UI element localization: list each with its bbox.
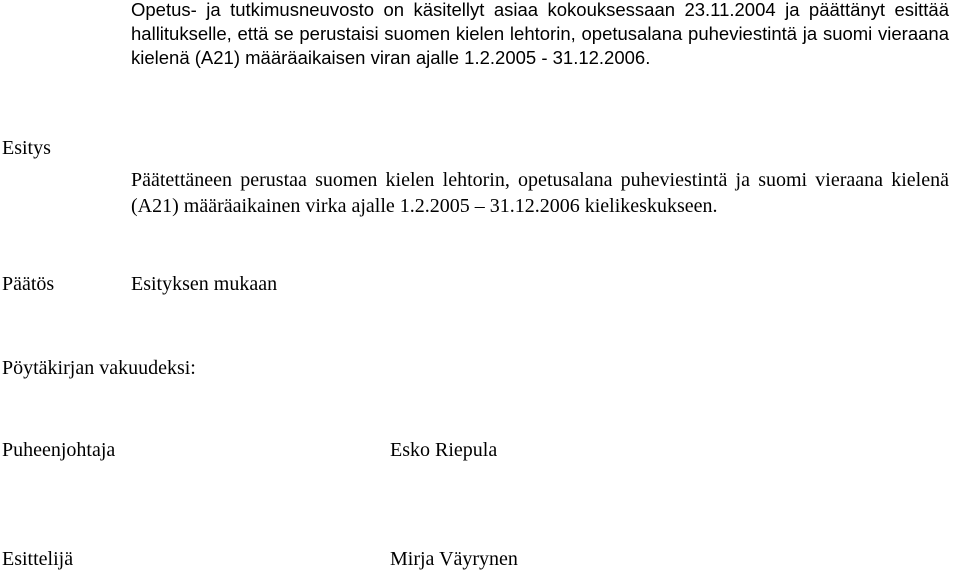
chair-role: Puheenjohtaja bbox=[2, 439, 116, 461]
proposal-label: Esitys bbox=[2, 137, 51, 159]
minutes-heading: Pöytäkirjan vakuudeksi: bbox=[2, 357, 196, 379]
presenter-name: Mirja Väyrynen bbox=[390, 548, 518, 570]
decision-label: Päätös bbox=[2, 273, 55, 295]
presenter-role: Esittelijä bbox=[2, 548, 74, 570]
chair-name: Esko Riepula bbox=[390, 439, 498, 461]
intro-paragraph: Opetus- ja tutkimusneuvosto on käsitellyt asiaa kokouksessaan 23.11.2004 ja päättänyt esittää hallitukselle, että se perustaisi suomen kielen lehtorin, opetusalana puheviestintä ja suomi vieraana kielenä (A21) määräaikaisen viran ajalle 1.2.2005 - 31.12.2006. bbox=[131, 0, 949, 68]
proposal-text: Päätettäneen perustaa suomen kielen lehtorin, opetusalana puheviestintä ja suomi vieraana kielenä (A21) määräaikainen virka ajalle 1.2.2005 – 31.12.2006 kielikeskukseen. bbox=[131, 169, 949, 217]
decision-text: Esityksen mukaan bbox=[131, 273, 278, 295]
